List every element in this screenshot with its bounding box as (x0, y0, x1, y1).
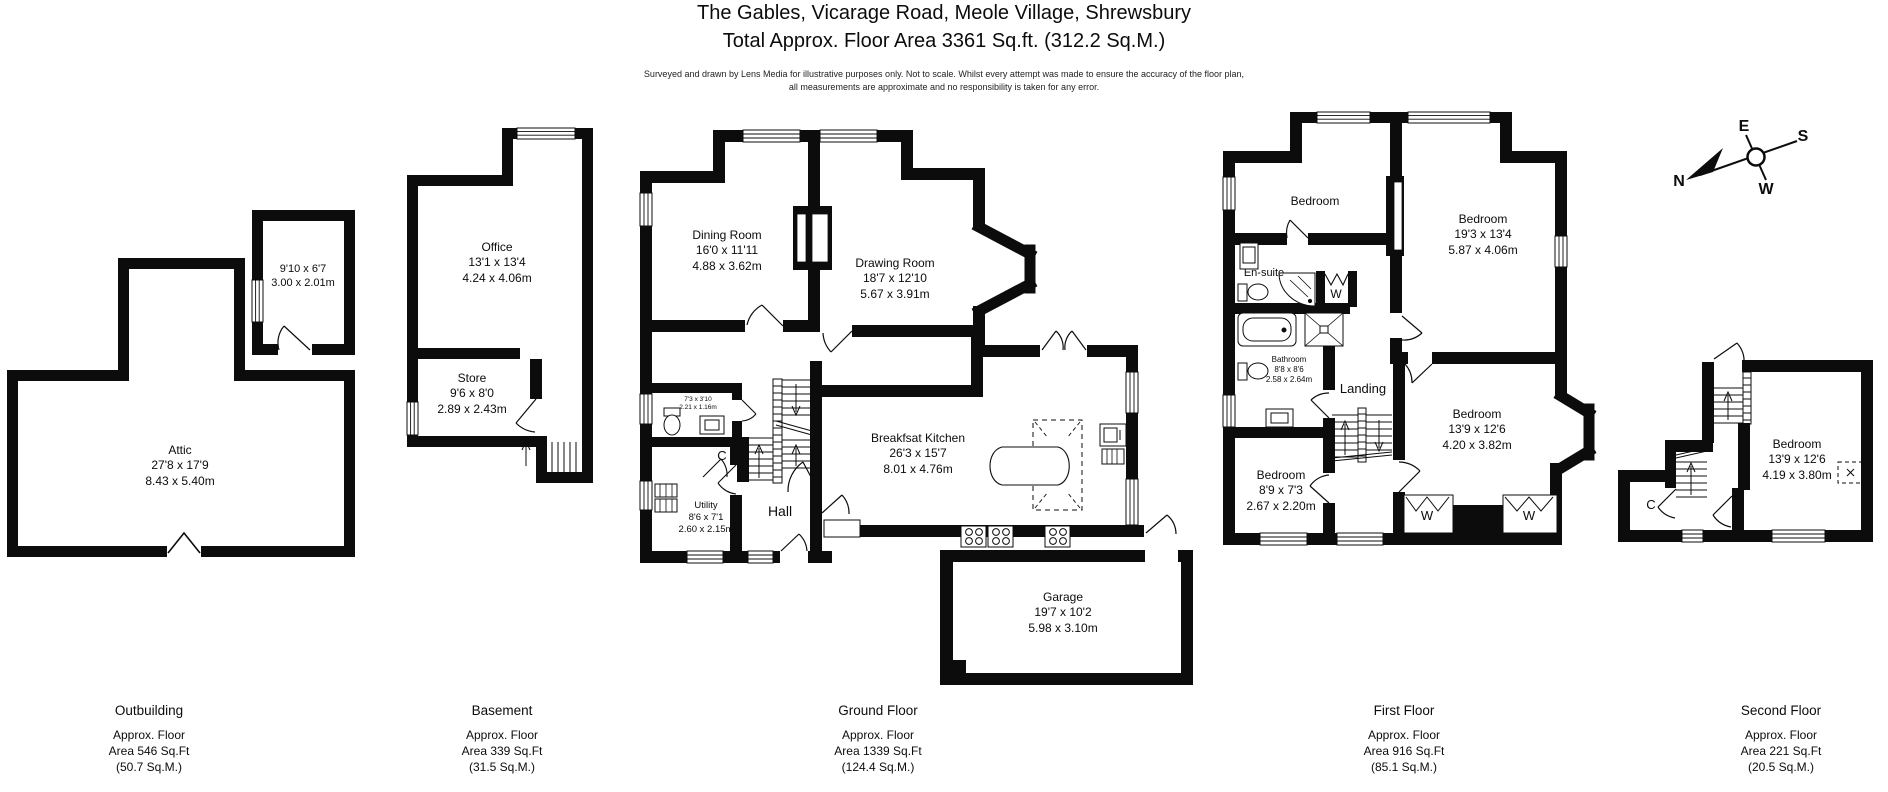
room-label-drawing-room (855, 256, 934, 302)
window-icon (640, 481, 652, 510)
door-icon (1405, 364, 1432, 383)
window-icon (687, 551, 723, 563)
room-name: Bedroom (1290, 194, 1340, 208)
floor-caption-basement (462, 703, 543, 776)
door-icon (1402, 316, 1422, 340)
room-name: W (1330, 287, 1342, 301)
room-imperial: 13'1 x 13'4 (468, 255, 526, 270)
stairs-icon (1332, 408, 1392, 462)
room-imperial: 19'7 x 10'2 (1034, 605, 1092, 620)
room-name: Garage (1042, 590, 1084, 604)
room-metric: 4.19 x 3.80m (1762, 467, 1832, 482)
toilet-icon (664, 408, 680, 435)
sink-icon (1266, 409, 1293, 427)
french-doors-icon (1042, 331, 1086, 350)
room-name: Bedroom (1772, 437, 1822, 451)
window-icon (1317, 112, 1370, 123)
room-label-outbuilding-room (271, 262, 335, 290)
door-icon (1658, 489, 1676, 518)
window-icon (1260, 533, 1307, 545)
window-icon (1555, 236, 1567, 267)
floor-caption-ground-floor (834, 703, 921, 776)
room-name: W (1522, 508, 1536, 523)
room-metric: 4.20 x 3.82m (1442, 437, 1512, 452)
room-name: Bedroom (1256, 468, 1306, 482)
floor-area: Approx. Floor Area 546 Sq.Ft (50.7 Sq.M.) (108, 728, 190, 775)
total-area-subtitle: Total Approx. Floor Area 3361 Sq.ft. (312.2 Sq.M.) (722, 30, 1166, 52)
compass-s-label: S (1797, 128, 1809, 145)
sink-icon (1100, 424, 1126, 464)
window-icon (407, 402, 418, 435)
floor-name: Second Floor (1740, 703, 1822, 718)
restricted-height-icon (1838, 462, 1863, 483)
room-imperial: 8'6 x 7'1 (688, 512, 724, 524)
room-label-utility (679, 500, 734, 536)
page-title: The Gables, Vicarage Road, Meole Village, Shrewsbury (697, 2, 1191, 24)
door-icon (1713, 496, 1732, 527)
second-floor-plan (1618, 343, 1873, 542)
wardrobe-rail-icon (1325, 274, 1348, 285)
room-label-attic (145, 443, 214, 489)
floor-name: Outbuilding (114, 703, 184, 718)
floor-caption-first-floor (1364, 703, 1445, 776)
door-icon (1714, 343, 1744, 364)
table-icon (990, 447, 1069, 485)
room-label-bedroom-1 (1291, 194, 1340, 209)
room-imperial: 18'7 x 12'10 (863, 271, 927, 286)
room-imperial: 19'3 x 13'4 (1454, 227, 1512, 242)
room-name: Bedroom (1452, 407, 1502, 421)
room-name: C (1646, 497, 1656, 512)
room-label-wardrobe-ensuite (1330, 287, 1341, 302)
room-label-breakfast-kitchen (871, 431, 965, 477)
window-icon (1408, 112, 1490, 123)
room-name: Store (457, 371, 487, 385)
door-icon (823, 331, 852, 352)
room-metric: 2.89 x 2.43m (437, 401, 507, 416)
stairs-icon (1676, 448, 1707, 497)
room-name: En-suite (1243, 267, 1285, 279)
room-label-office (462, 240, 531, 286)
stairs-icon (1714, 372, 1751, 424)
floor-area: Approx. Floor Area 339 Sq.Ft (31.5 Sq.M.) (461, 728, 543, 775)
kitchen-island-icon (990, 420, 1082, 510)
door-icon (1399, 462, 1420, 492)
window-icon (743, 130, 800, 142)
room-metric: 5.87 x 4.06m (1448, 242, 1518, 257)
room-name: C (717, 448, 727, 463)
room-imperial: 7'3 x 3'10 (684, 395, 712, 403)
shower-icon (1305, 313, 1343, 346)
room-name: Hall (767, 503, 793, 519)
stairs-icon (745, 379, 812, 483)
window-icon (748, 551, 773, 563)
room-metric: 8.43 x 5.40m (145, 473, 215, 488)
window-icon (820, 130, 877, 142)
room-label-cupboard-ground (717, 448, 726, 465)
compass-n-label: N (1673, 173, 1685, 190)
room-label-ensuite (1244, 266, 1284, 280)
window-icon (1772, 530, 1825, 542)
floor-name: Ground Floor (838, 703, 918, 718)
floor-caption-outbuilding (109, 703, 190, 776)
compass-icon (1686, 135, 1797, 180)
window-icon (1223, 395, 1235, 427)
window-icon (517, 128, 575, 139)
window-icon (252, 280, 263, 322)
toilet-icon (1238, 284, 1268, 301)
room-label-landing (1340, 381, 1386, 398)
front-door-icon (781, 534, 807, 551)
room-name: Dining Room (692, 228, 762, 242)
room-name: WC (692, 388, 704, 395)
porch-step (824, 520, 860, 537)
door-icon (742, 400, 756, 421)
room-imperial: 9'10 x 6'7 (279, 263, 327, 275)
room-imperial: 26'3 x 15'7 (889, 446, 947, 461)
room-metric: 5.67 x 3.91m (860, 286, 930, 301)
toilet-icon (1238, 363, 1268, 380)
window-icon (1126, 479, 1138, 525)
room-label-hall (768, 503, 792, 521)
bay-window-icon (988, 232, 1030, 306)
window-icon (640, 193, 652, 226)
fireplace-icon (1394, 182, 1402, 250)
garage-door-icon (1146, 515, 1176, 534)
floor-area: Approx. Floor Area 916 Sq.Ft (85.1 Sq.M.) (1363, 728, 1445, 775)
room-label-wardrobe-right (1523, 508, 1535, 525)
room-name: Landing (1339, 381, 1387, 396)
window-icon (1682, 530, 1703, 542)
room-metric: 2.60 x 2.15m (678, 524, 734, 536)
room-imperial: 27'8 x 17'9 (151, 458, 209, 473)
floor-name: Basement (471, 703, 533, 718)
fireplace-icon (797, 214, 806, 262)
room-imperial: 13'9 x 12'6 (1768, 452, 1826, 467)
room-imperial: 8'8 x 8'6 (1274, 365, 1304, 375)
room-name: Bedroom (1458, 212, 1508, 226)
room-label-wardrobe-left (1421, 508, 1433, 525)
door-icon (718, 465, 736, 494)
sink-icon (700, 416, 724, 434)
room-imperial: 13'9 x 12'6 (1448, 422, 1506, 437)
compass-e-label: E (1738, 118, 1750, 135)
window-icon (1337, 533, 1383, 545)
floor-caption-second-floor (1741, 703, 1822, 776)
basement-plan (407, 128, 593, 483)
compass-w-label: W (1758, 181, 1774, 198)
floor-area: Approx. Floor Area 1339 Sq.Ft (124.4 Sq.M.) (834, 728, 922, 775)
room-metric: 4.88 x 3.62m (692, 258, 762, 273)
room-metric: 8.01 x 4.76m (883, 461, 953, 476)
shower-icon (1279, 273, 1315, 306)
door-icon (1311, 393, 1329, 418)
door-icon (1287, 220, 1308, 238)
window-icon (640, 394, 652, 424)
room-metric: 3.00 x 2.01m (271, 277, 335, 290)
door-icon (822, 495, 849, 514)
room-label-bedroom-3 (1442, 407, 1511, 453)
ground-floor-plan (640, 130, 1193, 685)
room-label-cupboard-second (1646, 497, 1655, 514)
door-icon (516, 399, 536, 432)
room-metric: 4.24 x 4.06m (462, 270, 532, 285)
room-name: W (1420, 508, 1434, 523)
room-metric: 5.98 x 3.10m (1028, 620, 1098, 635)
room-name: Bathroom (1271, 355, 1307, 364)
floor-name: First Floor (1373, 703, 1435, 718)
floor-area: Approx. Floor Area 221 Sq.Ft (20.5 Sq.M.) (1740, 728, 1822, 775)
room-name: Office (481, 240, 513, 254)
bathtub-icon (1238, 313, 1296, 346)
appliance-icon (655, 484, 677, 512)
room-label-bathroom (1266, 355, 1312, 386)
fireplace-icon (812, 214, 828, 262)
room-imperial: 9'6 x 8'0 (450, 386, 494, 401)
room-name: Breakfsat Kitchen (870, 431, 966, 445)
door-icon (747, 305, 783, 326)
window-icon (1223, 177, 1235, 210)
room-label-bedroom-4 (1246, 468, 1315, 514)
room-imperial: 16'0 x 11'11 (695, 243, 759, 258)
room-metric: 2.21 x 1.16m (679, 403, 717, 411)
room-label-dining-room (692, 228, 761, 274)
room-imperial: 8'9 x 7'3 (1259, 483, 1303, 498)
room-name: Drawing Room (855, 256, 935, 270)
disclaimer-line-1: Surveyed and drawn by Lens Media for illustrative purposes only. Not to scale. Whilst every attempt was made to ensure the accuracy of the floor plan, (643, 69, 1245, 79)
room-metric: 2.58 x 2.64m (1265, 375, 1313, 385)
window-icon (1126, 372, 1138, 413)
room-label-store (437, 371, 506, 417)
room-label-garage (1028, 590, 1097, 636)
room-name: Attic (168, 443, 192, 457)
room-label-bedroom-second (1762, 437, 1831, 483)
room-metric: 2.67 x 2.20m (1246, 498, 1316, 513)
disclaimer-line-2: all measurements are approximate and no responsibility is taken for any error. (788, 82, 1100, 92)
room-name: Utility (694, 500, 718, 511)
room-label-wc (679, 388, 717, 411)
room-label-bedroom-2 (1448, 212, 1517, 258)
